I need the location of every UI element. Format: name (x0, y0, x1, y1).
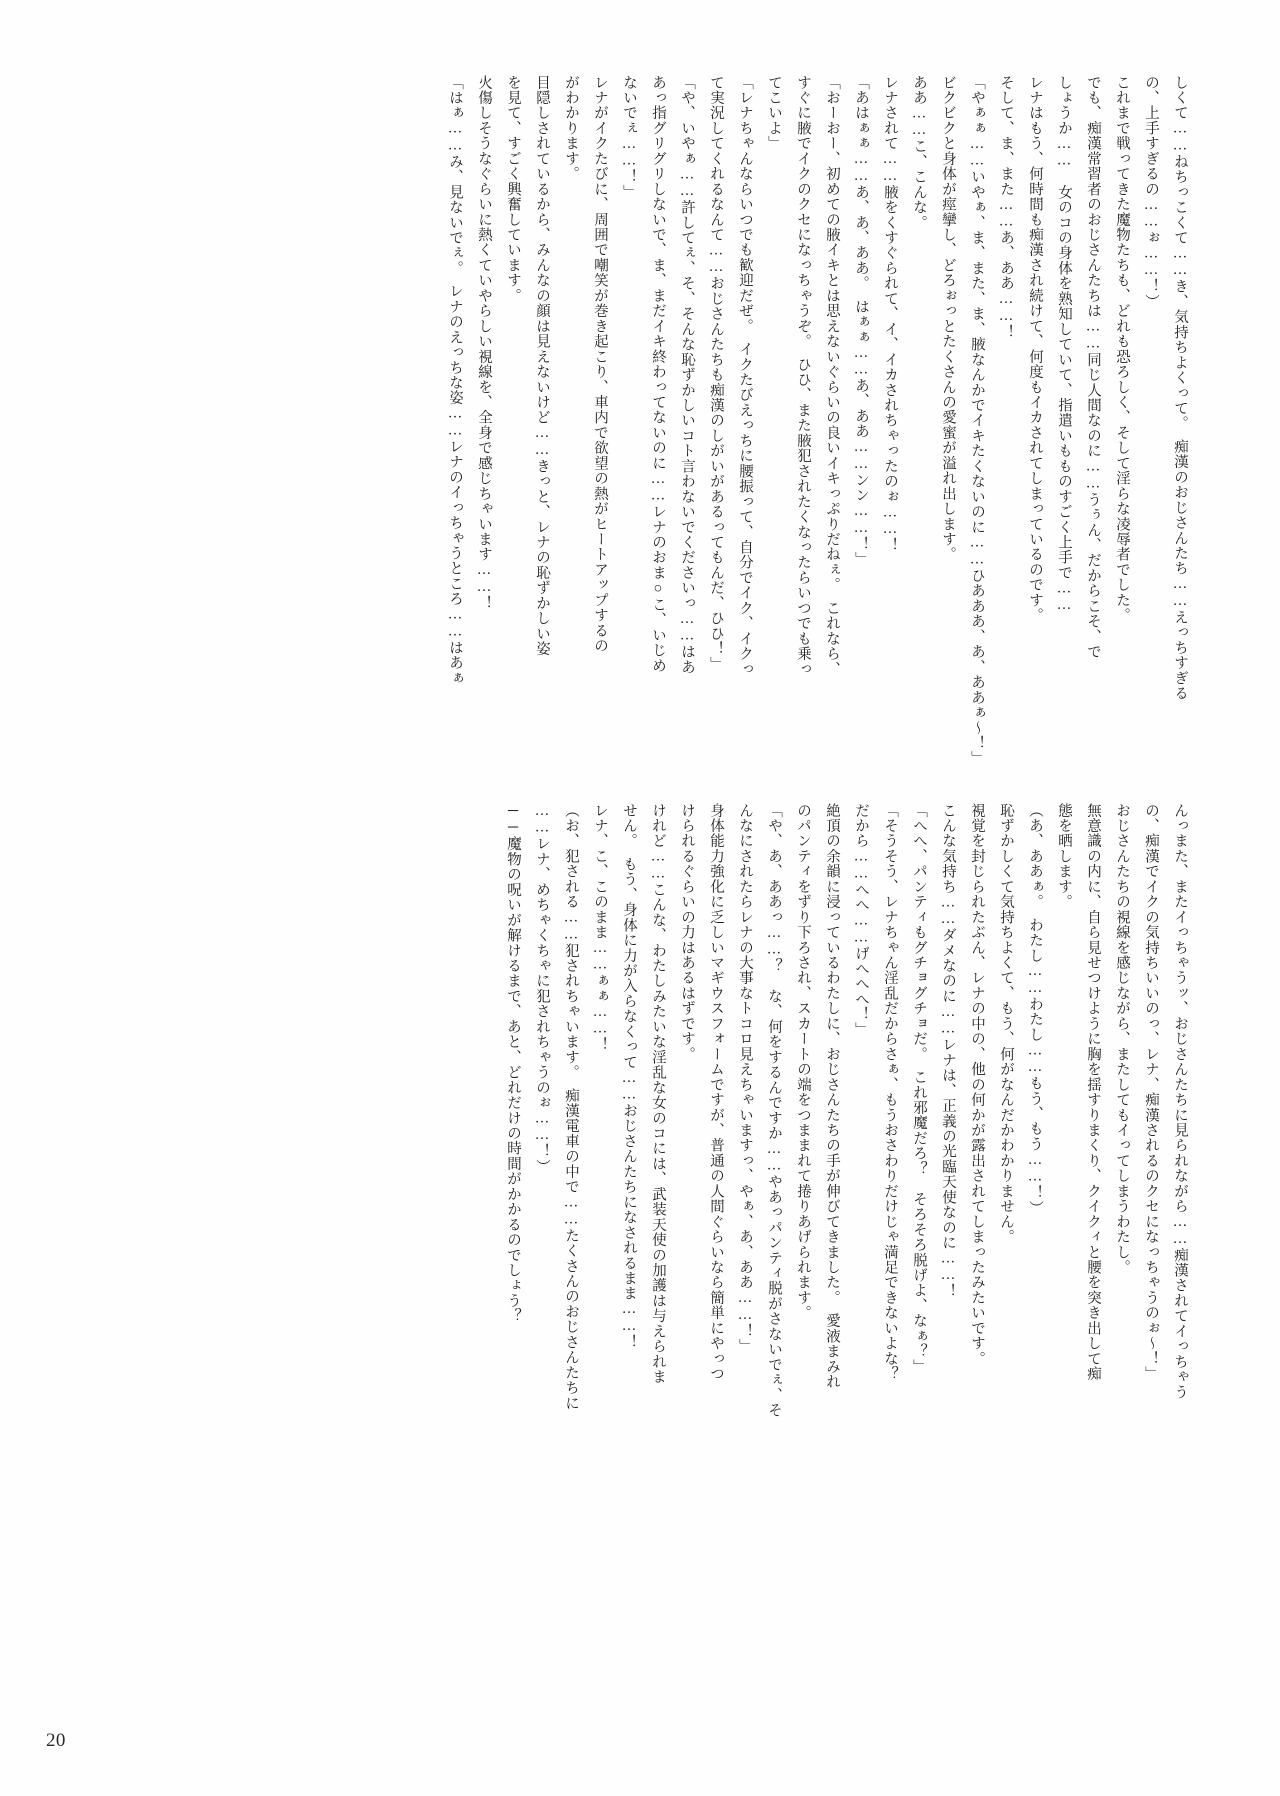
paragraph: のパンティをずり下ろされ、スカートの端をつままれて捲りあげられます。 (795, 802, 811, 1321)
paragraph: しくて……ねちっこくて……き、気持ちよくって。 痴漢のおじさんたち……えっちすぎる (1172, 74, 1188, 701)
paragraph: んっまた、またイっちゃうッ、おじさんたちに見られながら……痴漢されてイっちゃう (1172, 802, 1188, 1400)
paragraph: ビクビクと身体が痙攣し、どろぉっとたくさんの愛蜜が溢れ出します。 (940, 74, 956, 562)
paragraph: すぐに腋でイクのクセになっちゃうぞ。 ひひ、また腋犯されたくなったらいつでも乗っ (795, 74, 811, 677)
paragraph: 「や、あ、ああっ……？ な、何をするんですか……やあっパンティ脱がさないでぇ、そ (766, 802, 782, 1418)
paragraph: あっ指グリグリしないで、ま、まだイキ終わってないのに……レナのおま○こ、いじめ (650, 74, 666, 673)
paragraph: 視覚を封じられたぶん、レナの中の、他の何かが露出されてしまったみたいです。 (969, 802, 985, 1366)
paragraph: おじさんたちの視線を感じながら、またしてもイってしまうわたし。 (1114, 802, 1130, 1275)
paragraph: 火傷しそうなぐらいに熱くていやらしい視線を、全身で感じちゃいます……！ (476, 74, 492, 611)
paragraph: てこいよ」 (766, 74, 782, 151)
paragraph: 恥ずかしくて気持ちよくて、もう、何がなんだかわかりません。 (998, 802, 1014, 1245)
paragraph: そして、ま、また……あ、ああ……！ (998, 74, 1014, 340)
paragraph: けられるぐらいの力はあるはずです。 (679, 802, 695, 1062)
paragraph: （お、犯される……犯されちゃいます。 痴漢電車の中で……たくさんのおじさんたちに (563, 802, 579, 1411)
paragraph: 「はぁ……み、見ないでぇ。 レナのえっちな姿……レナのイっちゃうところ……はあぁ (447, 74, 463, 686)
paragraph: これまで戦ってきた魔物たちも、どれも恐ろしく、そして淫らな凌辱者でした。 (1114, 74, 1130, 623)
paragraph: ああ……こ、こんな。 (911, 74, 927, 230)
paragraph: ……レナ、めちゃくちゃに犯されちゃうのぉ……！） (534, 802, 550, 1174)
paragraph: レナはもう、何時間も痴漢され続けて、何度もイカされてしまっているのです。 (1027, 74, 1043, 623)
paragraph: を見て、すごく興奮しています。 (505, 74, 521, 303)
paragraph: ないでぇ……！」 (621, 74, 637, 200)
paragraph: 「や、いやぁ……許してぇ、そ、そんな恥ずかしいコト言わないでくださいっ……はあ (679, 74, 695, 675)
paragraph: て実況してくれるなんて……おじさんたちも痴漢のしがいがあるってもんだ、ひひ！」 (708, 74, 724, 672)
paragraph: レナされて……腋をくすぐられて、イ、イカされちゃったのぉ……！ (882, 74, 898, 553)
paragraph: レナ、こ、このまま……ぁぁ……！ (592, 802, 608, 1053)
paragraph: 無意識の内に、自ら見せつけように胸を揺すりまくり、クイクィと腰を突き出して痴 (1085, 802, 1101, 1382)
paragraph: 目隠しされているから、みんなの顔は見えないけど……きっと、レナの恥ずかしい姿 (534, 74, 550, 657)
paragraph: せん。 もう、身体に力が入らなくって……おじさんたちになされるまま……！ (621, 802, 637, 1350)
paragraph: 「あはぁぁ……あ、あ、ああ。 はぁぁ……あ、ああ……ンン……！」 (853, 74, 869, 567)
paragraph: しょうか…… 女のコの身体を熟知していて、指遣いもものすごく上手で…… (1056, 74, 1072, 614)
paragraph: の、上手すぎるの……ぉ……！） (1143, 74, 1159, 309)
body-text-bottom-section (132, 788, 1194, 1488)
paragraph: こんな気持ち……ダメなのに……レナは、正義の光臨天使なのに……！ (940, 802, 956, 1299)
paragraph: （あ、ああぁ。 わたし……わたし……もう、もう……！） (1027, 802, 1043, 1216)
paragraph: 「へへ、パンティもグチョグチョだ。 これ邪魔だろ？ そろそろ脱げよ、なぁ？」 (911, 802, 927, 1374)
paragraph: 身体能力強化に乏しいマギウスフォームですが、普通の人間ぐらいなら簡単にやっつ (708, 802, 724, 1382)
paragraph: 「レナちゃんならいつでも歓迎だぜ。 イクたびえっちに腰振って、自分でイク、イクっ (737, 74, 753, 677)
paragraph: 態を晒します。 (1056, 802, 1072, 910)
paragraph: 「おーおー、初めての腋イキとは思えないぐらいの良いイキっぷりだねぇ。 これなら、 (824, 74, 840, 677)
paragraph: レナがイクたびに、周囲で嘲笑が巻き起こり、車内で欲望の熱がヒートアップするの (592, 74, 608, 654)
body-text-top-section (134, 60, 1194, 770)
paragraph: でも、痴漢常習者のおじさんたちは……同じ人間なのに……うぅん、だからこそ、で (1085, 74, 1101, 660)
paragraph: 「そうそう、レナちゃん淫乱だからさぁ、もうおさわりだけじゃ満足できないよな？ (882, 802, 898, 1382)
paragraph: 「やぁぁ……いやぁ、ま、また、ま、腋なんかでイキたくないのに……ひあああ、あ、ああぁ～！」 (969, 74, 985, 766)
page-number: 20 (46, 1730, 66, 1751)
paragraph: の、痴漢でイクの気持ちいいのっ、レナ、痴漢されるのクセになっちゃうのぉ～！」 (1143, 802, 1159, 1382)
paragraph: だから……へへ……げへへへ！」 (853, 802, 869, 1037)
paragraph: ──魔物の呪いが解けるまで、あと、どれだけの時間がかかるのでしょう？ (505, 802, 521, 1324)
paragraph: んなにされたらレナの大事なトコロ見えちゃいますっ、やぁ、あ、ああ……！」 (737, 802, 753, 1354)
paragraph: がわかります。 (563, 74, 579, 182)
paragraph: けれど……こんな、わたしみたいな淫乱な女のコには、武装天使の加護は与えられま (650, 802, 666, 1385)
paragraph: 絶頂の余韻に浸っているわたしに、おじさんたちの手が伸びてきました。 愛液まみれ (824, 802, 840, 1390)
